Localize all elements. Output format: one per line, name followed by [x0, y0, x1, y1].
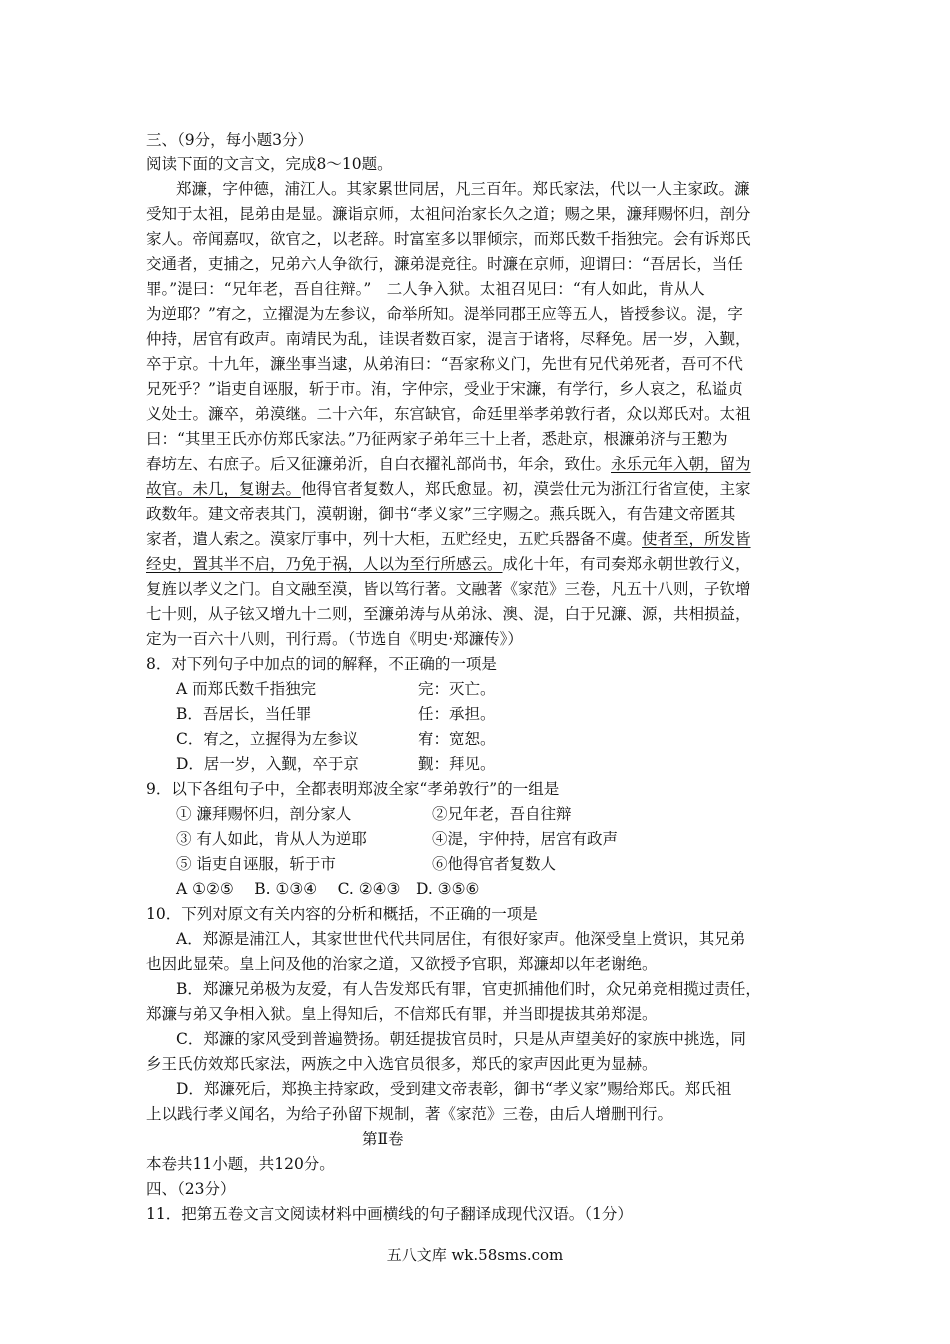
q9-choices: A ①②⑤ B. ①③④ C. ②④③ D. ③⑤⑥: [176, 880, 480, 898]
passage-line: 义处士。濂卒，弟漠继。二十六年，东宫缺官，命廷里举孝弟敦行者，众以郑氏对。太祖: [146, 405, 751, 423]
q10-option-c-cont: 乡王氏仿效郑氏家法，两族之中入选官员很多，郑氏的家声因此更为显赫。: [146, 1055, 658, 1073]
q9-item: ① 濂拜赐怀归，剖分家人: [176, 805, 352, 823]
q8-option-d: D．居一岁，入觐，卒于京: [176, 755, 359, 773]
q9-item: ⑤ 诣吏自诬服，斩于市: [176, 855, 336, 873]
passage-text: 成化十年，有司奏郑永朝世敦行义，: [502, 555, 751, 573]
q10-option-d: D．郑濂死后，郑换主持家政，受到建文帝表彰，御书“孝义家”赐给郑氏。郑氏祖: [176, 1080, 732, 1098]
underlined-sentence: 经史，置其半不启，乃免于祸，人以为至行所感云。: [146, 555, 503, 573]
q9-item: ③ 有人如此，肯从人为逆耶: [176, 830, 367, 848]
passage-line: 郑濂，字仲德，浦江人。其家累世同居，凡三百年。郑氏家法，代以一人主家政。濂: [176, 180, 750, 198]
part2-desc: 本卷共11小题，共120分。: [146, 1155, 335, 1173]
passage-text: 家者，遣人索之。漠家厅事中，列十大柜，五贮经史，五贮兵器备不虞。: [146, 530, 643, 548]
passage-text: 春坊左、右庶子。后又征濂弟沂，自白衣擢礼部尚书，年余，致仕。: [146, 455, 612, 473]
question-10-stem: 10．下列对原文有关内容的分析和概括，不正确的一项是: [146, 905, 538, 923]
q8-option-a: A 而郑氏数千指独完: [176, 680, 317, 698]
passage-line: [146, 527, 751, 551]
passage-line: 罪。”湜曰：“兄年老，吾自往辩。” 二人争入狱。太祖召见曰：“有人如此，肯从人: [146, 280, 705, 298]
passage-line: 政数年。建文帝表其门，漠朝谢，御书“孝义家”三字赐之。燕兵既入，有告建文帝匿其: [146, 505, 736, 523]
footer-watermark: 五八文库 wk.58sms.com: [386, 1246, 564, 1264]
passage-line: [146, 452, 751, 476]
passage-line: 为逆耶？”宥之，立擢湜为左参议，命举所知。湜举同郡王应等五人，皆授参议。湜，字: [146, 305, 743, 323]
q8-option-a-gloss: 完：灭亡。: [418, 680, 496, 698]
passage-line: 定为一百六十八则，刊行焉。（节选自《明史·郑濂传》）: [146, 630, 523, 648]
passage-line: 卒于京。十九年，濂坐事当逮，从弟洧曰：“吾家称义门，先世有兄代弟死者，吾可不代: [146, 355, 743, 373]
q8-option-b: B．吾居长，当任罪: [176, 705, 312, 723]
part2-title: 第Ⅱ卷: [362, 1130, 404, 1148]
q10-option-b: B．郑濂兄弟极为友爱，有人告发郑氏有罪，官吏抓捕他们时，众兄弟竞相揽过责任，: [176, 980, 761, 998]
passage-text: 他得官者复数人，郑氏愈显。初，漠尝仕元为浙江行省宣使，主家: [301, 480, 751, 498]
passage-line: 仲持，居官有政声。南靖民为乱，诖误者数百家，湜言于诸将，尽释免。居一岁，入觐，: [146, 330, 751, 348]
q10-option-c: C．郑濂的家风受到普遍赞扬。朝廷提拔官员时，只是从声望美好的家族中挑选，同: [176, 1030, 746, 1048]
underlined-sentence: 故官。未几，复谢去。: [146, 480, 302, 498]
passage-line: [146, 477, 751, 501]
q8-option-c-gloss: 宥：宽恕。: [418, 730, 496, 748]
q10-option-a-cont: 也因此显荣。皇上问及他的治家之道，又欲授予官职，郑濂却以年老谢绝。: [146, 955, 658, 973]
question-8-stem: 8．对下列句子中加点的词的解释，不正确的一项是: [146, 655, 497, 673]
section4-heading: 四、（23分）: [146, 1180, 236, 1198]
q10-option-d-cont: 上以践行孝义闻名，为给子孙留下规制，著《家范》三卷，由后人增删刊行。: [146, 1105, 674, 1123]
q9-item: ④湜，宇仲持，居宫有政声: [432, 830, 619, 848]
q10-option-b-cont: 郑濂与弟又争相入狱。皇上得知后，不信郑氏有罪，并当即提拔其弟郑湜。: [146, 1005, 658, 1023]
passage-line: 兄死乎？”诣吏自诬服，斩于市。洧，字仲宗，受业于宋濂，有学行，乡人哀之，私谥贞: [146, 380, 743, 398]
passage-line: 七十则，从子铉又增九十二则，至濂弟涛与从弟泳、澳、湜，白于兄濂、源，共相损益，: [146, 605, 751, 623]
instruction: 阅读下面的文言文，完成8～10题。: [146, 155, 393, 173]
underlined-sentence: 使者至，所发皆: [642, 530, 751, 548]
question-11-stem: 11．把第五卷文言文阅读材料中画横线的句子翻译成现代汉语。（1分）: [146, 1205, 633, 1223]
passage-line: 复旌以孝义之门。自文融至漠，皆以笃行著。文融著《家范》三卷，凡五十八则，子钦增: [146, 580, 751, 598]
underlined-sentence: 永乐元年入朝，留为: [611, 455, 751, 473]
q8-option-b-gloss: 任：承担。: [418, 705, 496, 723]
passage-line: [146, 552, 751, 576]
q9-item: ②兄年老，吾自往辩: [432, 805, 572, 823]
q8-option-d-gloss: 觐：拜见。: [418, 755, 496, 773]
q9-item: ⑥他得官者复数人: [432, 855, 557, 873]
q10-option-a: A．郑源是浦江人，其家世世代代共同居住，有很好家声。他深受皇上赏识，其兄弟: [176, 930, 746, 948]
passage-line: 受知于太祖，昆弟由是显。濂诣京师，太祖问治家长久之道；赐之果，濂拜赐怀归，剖分: [146, 205, 751, 223]
section-heading: 三、（9分，每小题3分）: [146, 131, 313, 149]
question-9-stem: 9．以下各组句子中，全都表明郑波全家“孝弟敦行”的一组是: [146, 780, 560, 798]
passage-line: 家人。帝闻嘉叹，欲官之，以老辞。时富室多以罪倾宗，而郑氏数千指独完。会有诉郑氏: [146, 230, 751, 248]
q8-option-c: C．宥之，立握得为左参议: [176, 730, 359, 748]
passage-line: 曰：“其里王氏亦仿郑氏家法。”乃征两家子弟年三十上者，悉赴京，根濂弟济与王懃为: [146, 430, 728, 448]
passage-line: 交通者，吏捕之，兄弟六人争欲行，濂弟湜竞往。时濂在京师，迎谓曰：“吾居长，当任: [146, 255, 743, 273]
